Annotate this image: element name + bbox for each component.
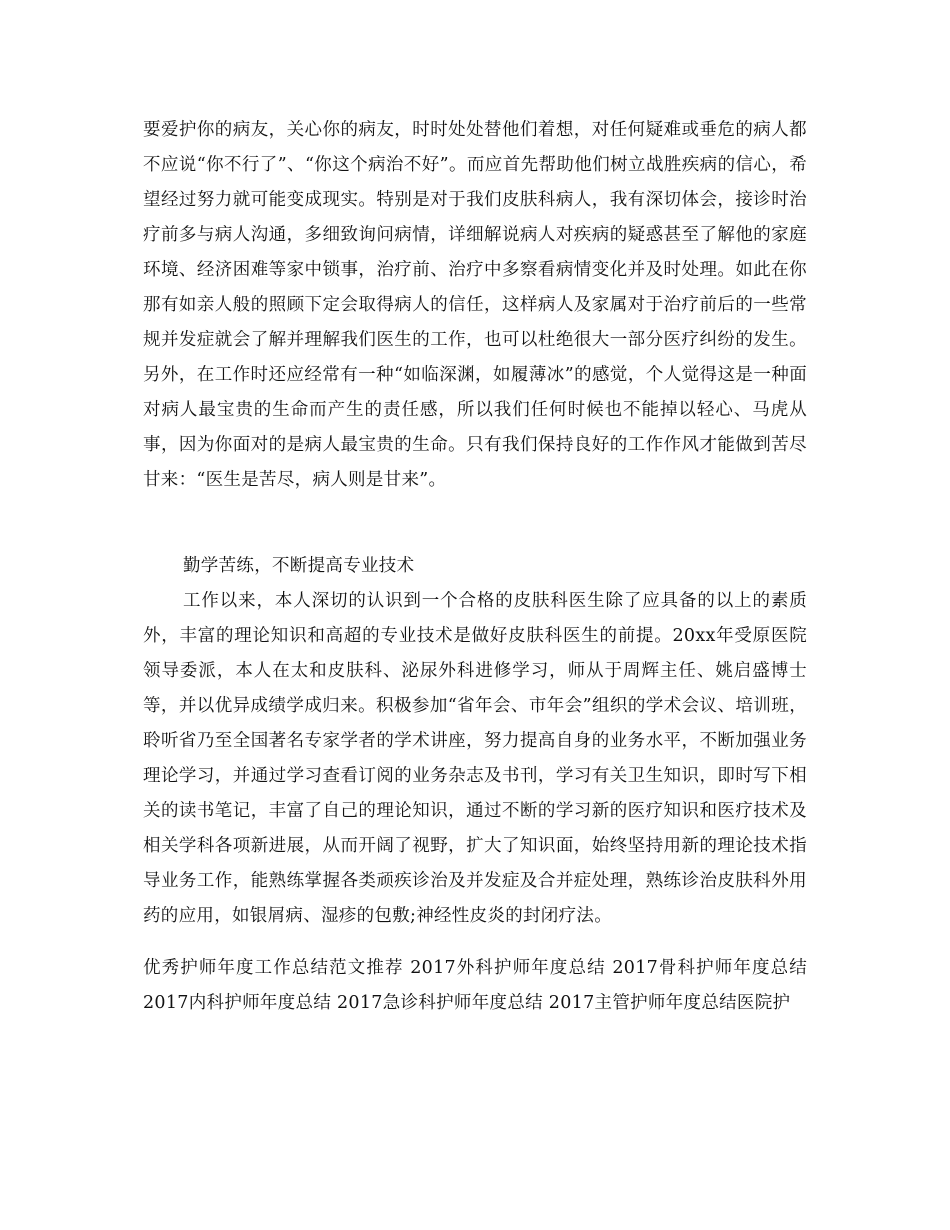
related-articles-text: 优秀护师年度工作总结范文推荐 2017外科护师年度总结 2017骨科护师年度总结 2017内科护师年度总结 2017急诊科护师年度总结 2017主管护师年度总结医院护	[143, 958, 807, 1013]
section-heading: 勤学苦练，不断提高专业技术	[183, 556, 415, 576]
body-paragraph: 工作以来，本人深切的认识到一个合格的皮肤科医生除了应具备的以上的素质外，丰富的理论知识和高超的专业技术是做好皮肤科医生的前提。20xx年受原医院领导委派，本人在太和皮肤科、泌尿外科进修学习，师从于周辉主任、姚启盛博士等，并以优异成绩学成归来。积极参加“省年会、市年会”组织的学术会议、培训班，聆听省乃至全国著名专家学者的学术讲座，努力提高自身的业务水平，不断加强业务理论学习，并通过学习查看订阅的业务杂志及书刊，学习有关卫生知识，即时写下相关的读书笔记，丰富了自己的理论知识，通过不断的学习新的医疗知识和医疗技术及相关学科各项新进展，从而开阔了视野，扩大了知识面，始终坚持用新的理论技术指导业务工作，能熟练掌握各类顽疾诊治及并发症及合并症处理，熟练诊治皮肤科外用药的应用，如银屑病、湿疹的包敷;神经性皮炎的封闭疗法。	[143, 591, 807, 926]
body-paragraph: 要爱护你的病友，关心你的病友，时时处处替他们着想，对任何疑难或垂危的病人都不应说“你不行了”、“你这个病治不好”。而应首先帮助他们树立战胜疾病的信心，希望经过努力就可能变成现实。特别是对于我们皮肤科病人，我有深切体会，接诊时治疗前多与病人沟通，多细致询问病情，详细解说病人对疾病的疑惑甚至了解他的家庭环境、经济困难等家中锁事，治疗前、治疗中多察看病情变化并及时处理。如此在你那有如亲人般的照顾下定会取得病人的信任，这样病人及家属对于治疗前后的一些常规并发症就会了解并理解我们医生的工作，也可以杜绝很大一部分医疗纠纷的发生。另外，在工作时还应经常有一种“如临深渊，如履薄冰”的感觉，个人觉得这是一种面对病人最宝贵的生命而产生的责任感，所以我们任何时候也不能掉以轻心、马虎从事，因为你面对的是病人最宝贵的生命。只有我们保持良好的工作作风才能做到苦尽甘来：“医生是苦尽，病人则是甘来”。	[143, 120, 807, 490]
